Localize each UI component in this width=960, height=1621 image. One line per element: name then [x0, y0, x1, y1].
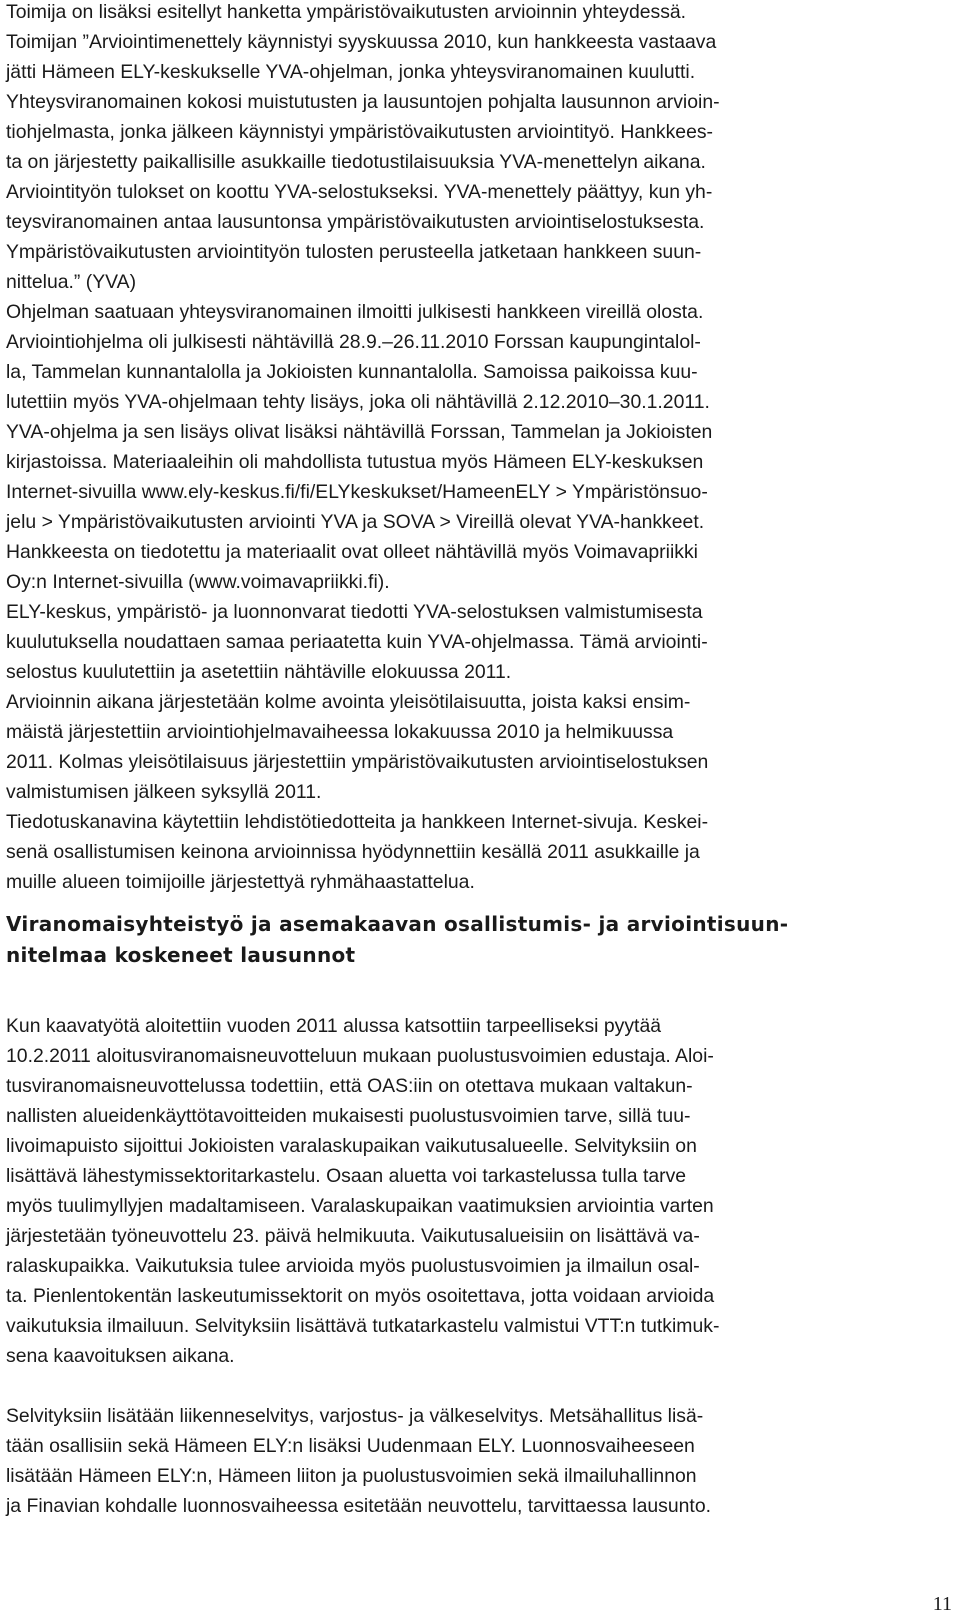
- text-line: la, Tammelan kunnantalolla ja Jokioisten kunnantalolla. Samoissa paikoissa kuu-: [6, 361, 698, 383]
- text-line: Ympäristövaikutusten arviointityön tulosten perusteella jatketaan hankkeen suun-: [6, 241, 702, 263]
- text-line: mäistä järjestettiin arviointiohjelmavaiheessa lokakuussa 2010 ja helmikuussa: [6, 721, 674, 743]
- text-line: selostus kuulutettiin ja asetettiin nähtäville elokuussa 2011.: [6, 661, 512, 683]
- text-line: lutettiin myös YVA-ohjelmaan tehty lisäys, joka oli nähtävillä 2.12.2010–30.1.2011.: [6, 391, 710, 413]
- text-line: tusviranomaisneuvottelussa todettiin, että OAS:iin on otettava mukaan valtakun-: [6, 1075, 693, 1097]
- text-line: Arviointityön tulokset on koottu YVA-selostukseksi. YVA-menettely päättyy, kun yh-: [6, 181, 713, 203]
- text-line: Arviointiohjelma oli julkisesti nähtävillä 28.9.–26.11.2010 Forssan kaupungintalol-: [6, 331, 701, 353]
- text-line: teysviranomainen antaa lausuntonsa ympäristövaikutusten arviointiselostuksesta.: [6, 211, 705, 233]
- text-line: Hankkeesta on tiedotettu ja materiaalit ovat olleet nähtävillä myös Voimavapriikki: [6, 541, 698, 563]
- text-line: YVA-ohjelma ja sen lisäys olivat lisäksi nähtävillä Forssan, Tammelan ja Jokioisten: [6, 421, 713, 443]
- text-line: 2011. Kolmas yleisötilaisuus järjestettiin ympäristövaikutusten arviointiselostuksen: [6, 751, 709, 773]
- section-heading: [6, 909, 788, 971]
- text-line: ja Finavian kohdalle luonnosvaiheessa esitetään neuvottelu, tarvittaessa lausunto.: [6, 1495, 711, 1517]
- text-line: senä osallistumisen keinona arvioinnissa hyödynnettiin kesällä 2011 asukkaille ja: [6, 841, 700, 863]
- text-line: ELY-keskus, ympäristö- ja luonnonvarat tiedotti YVA-selostuksen valmistumisesta: [6, 601, 703, 623]
- text-line: Toimija on lisäksi esitellyt hanketta ympäristövaikutusten arvioinnin yhteydessä.: [6, 1, 687, 23]
- text-line: Kun kaavatyötä aloitettiin vuoden 2011 alussa katsottiin tarpeelliseksi pyytää: [6, 1015, 662, 1037]
- text-line: tään osallisiin sekä Hämeen ELY:n lisäksi Uudenmaan ELY. Luonnosvaiheeseen: [6, 1435, 695, 1457]
- paragraph-participation-process: [6, 0, 720, 897]
- text-line: Internet-sivuilla www.ely-keskus.fi/fi/ELYkeskukset/HameenELY > Ympäristönsuo-: [6, 481, 708, 503]
- paragraph-additional-studies: [6, 1401, 711, 1521]
- text-line: jelu > Ympäristövaikutusten arviointi YVA ja SOVA > Vireillä olevat YVA-hankkeet.: [6, 511, 705, 533]
- text-line: ralaskupaikka. Vaikutuksia tulee arvioida myös puolustusvoimien ja ilmailun osal-: [6, 1255, 700, 1277]
- text-line: ta. Pienlentokentän laskeutumissektorit on myös osoitettava, jotta voidaan arvioida: [6, 1285, 715, 1307]
- text-line: valmistumisen jälkeen syksyllä 2011.: [6, 781, 322, 803]
- text-line: tiohjelmasta, jonka jälkeen käynnistyi ympäristövaikutusten arviointityö. Hankkees-: [6, 121, 714, 143]
- text-line: kirjastoissa. Materiaaleihin oli mahdollista tutustua myös Hämeen ELY-keskuksen: [6, 451, 704, 473]
- text-line: kuulutuksella noudattaen samaa periaatetta kuin YVA-ohjelmassa. Tämä arviointi-: [6, 631, 708, 653]
- text-line: Toimijan ”Arviointimenettely käynnistyi syyskuussa 2010, kun hankkeesta vastaava: [6, 31, 717, 53]
- text-line: järjestetään työneuvottelu 23. päivä helmikuuta. Vaikutusalueisiin on lisättävä va-: [6, 1225, 700, 1247]
- page-number: 11: [932, 1593, 952, 1615]
- text-line: Selvityksiin lisätään liikenneselvitys, varjostus- ja välkeselvitys. Metsähallitus lisä-: [6, 1405, 704, 1427]
- text-line: nittelua.” (YVA): [6, 271, 137, 293]
- text-line: Yhteysviranomainen kokosi muistutusten ja lausuntojen pohjalta lausunnon arvioin-: [6, 91, 720, 113]
- text-line: 10.2.2011 aloitusviranomaisneuvotteluun mukaan puolustusvoimien edustaja. Aloi-: [6, 1045, 714, 1067]
- text-line: myös tuulimyllyjen madaltamiseen. Varalaskupaikan vaatimuksien arviointia varten: [6, 1195, 714, 1217]
- text-line: nallisten alueidenkäyttötavoitteiden mukaisesti puolustusvoimien tarve, sillä tuu-: [6, 1105, 691, 1127]
- heading-line: nitelmaa koskeneet lausunnot: [6, 943, 356, 967]
- text-line: muille alueen toimijoille järjestettyä ryhmähaastattelua.: [6, 871, 475, 893]
- text-line: ta on järjestetty paikallisille asukkaille tiedotustilaisuuksia YVA-menettelyn aikana.: [6, 151, 706, 173]
- text-line: jätti Hämeen ELY-keskukselle YVA-ohjelman, jonka yhteysviranomainen kuulutti.: [6, 61, 696, 83]
- text-line: livoimapuisto sijoittui Jokioisten varalaskupaikan vaikutusalueelle. Selvityksiin on: [6, 1135, 697, 1157]
- text-line: lisätään Hämeen ELY:n, Hämeen liiton ja puolustusvoimien sekä ilmailuhallinnon: [6, 1465, 697, 1487]
- text-line: lisättävä lähestymissektoritarkastelu. Osaan aluetta voi tarkastelussa tulla tarve: [6, 1165, 687, 1187]
- text-line: Ohjelman saatuaan yhteysviranomainen ilmoitti julkisesti hankkeen vireillä olosta.: [6, 301, 704, 323]
- text-line: sena kaavoituksen aikana.: [6, 1345, 235, 1367]
- text-line: Arvioinnin aikana järjestetään kolme avointa yleisötilaisuutta, joista kaksi ensim-: [6, 691, 691, 713]
- text-line: vaikutuksia ilmailuun. Selvityksiin lisättävä tutkatarkastelu valmistui VTT:n tutkimuk-: [6, 1315, 720, 1337]
- text-line: Tiedotuskanavina käytettiin lehdistötiedotteita ja hankkeen Internet-sivuja. Keskei-: [6, 811, 709, 833]
- text-line: Oy:n Internet-sivuilla (www.voimavapriikki.fi).: [6, 571, 390, 593]
- paragraph-authority-cooperation: [6, 1011, 719, 1371]
- heading-line: Viranomaisyhteistyö ja asemakaavan osallistumis- ja arviointisuun-: [6, 912, 789, 936]
